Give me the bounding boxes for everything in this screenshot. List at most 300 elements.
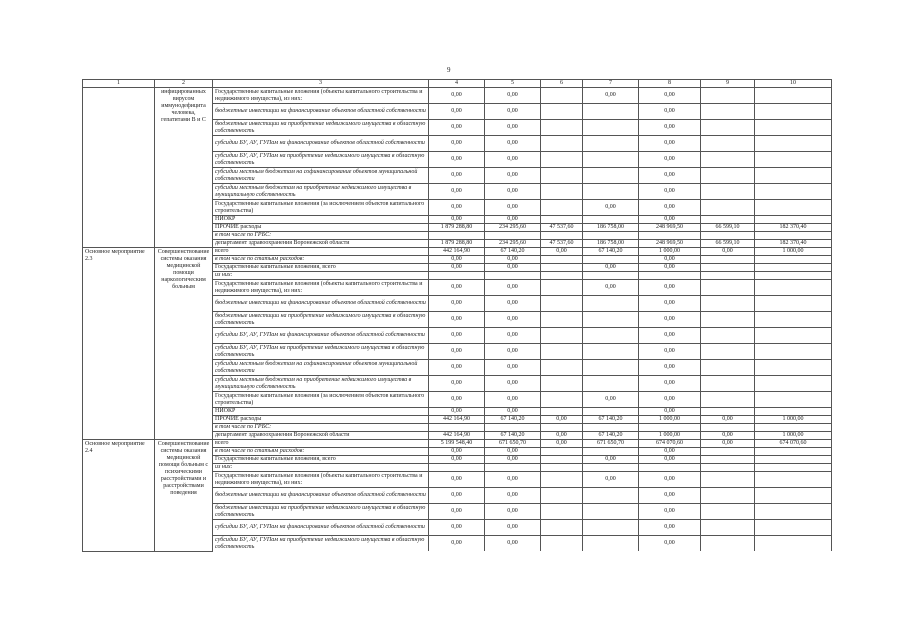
amount-cell bbox=[541, 104, 583, 120]
amount-cell bbox=[755, 424, 832, 432]
amount-cell: 0,00 bbox=[701, 432, 755, 440]
amount-cell bbox=[541, 264, 583, 272]
expense-item-cell: Государственные капитальные вложения (за исключением объектов капитального строительства) bbox=[213, 200, 429, 216]
amount-cell: 0,00 bbox=[639, 184, 701, 200]
amount-cell: 674 070,60 bbox=[755, 440, 832, 448]
expense-item-cell: бюджетные инвестиции на финансирование объектов областной собственности bbox=[213, 296, 429, 312]
amount-cell bbox=[755, 168, 832, 184]
amount-cell bbox=[541, 272, 583, 280]
amount-cell: 671 650,70 bbox=[583, 440, 639, 448]
activity-number-cell: Основное мероприятие 2.3 bbox=[83, 248, 155, 440]
amount-cell: 0,00 bbox=[639, 488, 701, 504]
amount-cell: 0,00 bbox=[583, 456, 639, 464]
amount-cell: 0,00 bbox=[485, 120, 541, 136]
amount-cell: 1 000,00 bbox=[755, 416, 832, 424]
amount-cell: 0,00 bbox=[541, 432, 583, 440]
amount-cell bbox=[701, 504, 755, 520]
expense-item-cell: ПРОЧИЕ расходы bbox=[213, 224, 429, 232]
amount-cell: 0,00 bbox=[485, 376, 541, 392]
amount-cell: 0,00 bbox=[485, 448, 541, 456]
expense-item-cell: бюджетные инвестиции на финансирование объектов областной собственности bbox=[213, 488, 429, 504]
amount-cell bbox=[583, 520, 639, 536]
amount-cell bbox=[485, 232, 541, 240]
amount-cell: 0,00 bbox=[485, 88, 541, 104]
amount-cell: 0,00 bbox=[639, 448, 701, 456]
amount-cell bbox=[583, 360, 639, 376]
amount-cell: 0,00 bbox=[639, 376, 701, 392]
activity-number-cell bbox=[83, 88, 155, 248]
amount-cell: 0,00 bbox=[639, 168, 701, 184]
expense-item-cell: в том числе по статьям расходов: bbox=[213, 448, 429, 456]
amount-cell: 0,00 bbox=[639, 296, 701, 312]
amount-cell: 186 758,00 bbox=[583, 240, 639, 248]
amount-cell bbox=[541, 360, 583, 376]
amount-cell: 0,00 bbox=[429, 328, 485, 344]
amount-cell bbox=[429, 424, 485, 432]
expense-item-cell: субсидии БУ, АУ, ГУПам на приобретение недвижимого имущества в областную собственность bbox=[213, 536, 429, 552]
amount-cell bbox=[755, 464, 832, 472]
amount-cell: 0,00 bbox=[639, 280, 701, 296]
amount-cell: 0,00 bbox=[429, 376, 485, 392]
amount-cell: 0,00 bbox=[639, 520, 701, 536]
amount-cell bbox=[755, 104, 832, 120]
expense-item-cell: из них: bbox=[213, 464, 429, 472]
amount-cell bbox=[755, 328, 832, 344]
amount-cell bbox=[541, 504, 583, 520]
amount-cell: 66 599,10 bbox=[701, 224, 755, 232]
amount-cell bbox=[583, 184, 639, 200]
amount-cell: 0,00 bbox=[485, 392, 541, 408]
amount-cell: 0,00 bbox=[583, 472, 639, 488]
amount-cell: 0,00 bbox=[429, 472, 485, 488]
amount-cell bbox=[755, 408, 832, 416]
amount-cell bbox=[541, 184, 583, 200]
amount-cell bbox=[583, 344, 639, 360]
amount-cell bbox=[541, 312, 583, 328]
amount-cell bbox=[485, 272, 541, 280]
amount-cell: 5 199 548,40 bbox=[429, 440, 485, 448]
amount-cell: 1 879 288,80 bbox=[429, 224, 485, 232]
amount-cell: 0,00 bbox=[485, 168, 541, 184]
expense-item-cell: всего bbox=[213, 248, 429, 256]
amount-cell bbox=[541, 456, 583, 464]
amount-cell: 671 650,70 bbox=[485, 440, 541, 448]
amount-cell bbox=[639, 272, 701, 280]
amount-cell bbox=[583, 296, 639, 312]
amount-cell: 442 164,90 bbox=[429, 432, 485, 440]
amount-cell: 0,00 bbox=[639, 328, 701, 344]
expense-item-cell: субсидии местным бюджетам на приобретение недвижимого имущества в муниципальную собственность bbox=[213, 376, 429, 392]
amount-cell bbox=[583, 464, 639, 472]
amount-cell bbox=[755, 392, 832, 408]
amount-cell: 0,00 bbox=[639, 456, 701, 464]
amount-cell bbox=[583, 232, 639, 240]
amount-cell bbox=[485, 464, 541, 472]
amount-cell: 674 070,60 bbox=[639, 440, 701, 448]
amount-cell bbox=[755, 272, 832, 280]
amount-cell bbox=[583, 168, 639, 184]
amount-cell bbox=[755, 344, 832, 360]
amount-cell: 0,00 bbox=[485, 520, 541, 536]
amount-cell bbox=[541, 392, 583, 408]
amount-cell: 0,00 bbox=[429, 168, 485, 184]
amount-cell: 0,00 bbox=[639, 344, 701, 360]
amount-cell: 0,00 bbox=[429, 216, 485, 224]
amount-cell bbox=[701, 216, 755, 224]
amount-cell: 0,00 bbox=[485, 488, 541, 504]
amount-cell: 0,00 bbox=[485, 328, 541, 344]
expense-item-cell: бюджетные инвестиции на приобретение недвижимого имущества в областную собственность bbox=[213, 120, 429, 136]
expense-item-cell: НИОКР bbox=[213, 408, 429, 416]
amount-cell: 442 164,90 bbox=[429, 248, 485, 256]
amount-cell bbox=[755, 256, 832, 264]
amount-cell: 0,00 bbox=[429, 488, 485, 504]
expense-item-cell: в том числе по ГРБС: bbox=[213, 232, 429, 240]
amount-cell: 0,00 bbox=[429, 120, 485, 136]
amount-cell: 0,00 bbox=[429, 152, 485, 168]
amount-cell bbox=[639, 424, 701, 432]
amount-cell bbox=[541, 168, 583, 184]
amount-cell bbox=[701, 168, 755, 184]
amount-cell bbox=[701, 200, 755, 216]
amount-cell bbox=[701, 264, 755, 272]
amount-cell bbox=[541, 88, 583, 104]
amount-cell bbox=[701, 232, 755, 240]
amount-cell: 1 000,00 bbox=[755, 248, 832, 256]
expense-item-cell: Государственные капитальные вложения (объекты капитального строительства и недвижимого имущества), из них: bbox=[213, 88, 429, 104]
amount-cell bbox=[755, 216, 832, 224]
amount-cell bbox=[701, 104, 755, 120]
page-number: 9 bbox=[447, 66, 451, 74]
expense-item-cell: бюджетные инвестиции на приобретение недвижимого имущества в областную собственность bbox=[213, 312, 429, 328]
amount-cell: 0,00 bbox=[429, 448, 485, 456]
amount-cell bbox=[583, 504, 639, 520]
expense-item-cell: Государственные капитальные вложения (объекты капитального строительства и недвижимого имущества), из них: bbox=[213, 472, 429, 488]
amount-cell bbox=[541, 328, 583, 344]
amount-cell: 0,00 bbox=[429, 520, 485, 536]
expense-item-cell: субсидии БУ, АУ, ГУПам на приобретение недвижимого имущества в областную собственность bbox=[213, 344, 429, 360]
column-number: 5 bbox=[485, 80, 541, 88]
amount-cell: 0,00 bbox=[429, 392, 485, 408]
expense-item-cell: в том числе по статьям расходов: bbox=[213, 256, 429, 264]
amount-cell bbox=[701, 280, 755, 296]
expense-item-cell: департамент здравоохранения Воронежской области bbox=[213, 240, 429, 248]
amount-cell: 0,00 bbox=[541, 440, 583, 448]
amount-cell: 0,00 bbox=[429, 504, 485, 520]
column-number: 1 bbox=[83, 80, 155, 88]
amount-cell bbox=[755, 504, 832, 520]
expense-item-cell: ПРОЧИЕ расходы bbox=[213, 416, 429, 424]
amount-cell bbox=[541, 520, 583, 536]
table-row bbox=[83, 440, 832, 448]
amount-cell bbox=[755, 264, 832, 272]
amount-cell bbox=[701, 424, 755, 432]
amount-cell bbox=[701, 256, 755, 264]
amount-cell bbox=[701, 152, 755, 168]
amount-cell: 182 370,40 bbox=[755, 224, 832, 232]
amount-cell: 0,00 bbox=[639, 88, 701, 104]
amount-cell bbox=[701, 344, 755, 360]
expense-item-cell: субсидии БУ, АУ, ГУПам на финансирование объектов областной собственности bbox=[213, 328, 429, 344]
amount-cell bbox=[755, 448, 832, 456]
amount-cell: 0,00 bbox=[485, 104, 541, 120]
amount-cell: 47 537,60 bbox=[541, 240, 583, 248]
amount-cell: 0,00 bbox=[429, 536, 485, 552]
budget-table bbox=[82, 79, 832, 552]
amount-cell bbox=[541, 448, 583, 456]
amount-cell bbox=[583, 152, 639, 168]
expense-item-cell: Государственные капитальные вложения (за исключением объектов капитального строительства) bbox=[213, 392, 429, 408]
amount-cell: 0,00 bbox=[429, 360, 485, 376]
amount-cell bbox=[701, 408, 755, 416]
amount-cell: 0,00 bbox=[429, 136, 485, 152]
activity-title-cell: Совершенствование системы оказания медицинской помощи наркологическим больным bbox=[155, 248, 213, 440]
amount-cell bbox=[701, 296, 755, 312]
amount-cell bbox=[541, 296, 583, 312]
amount-cell bbox=[755, 152, 832, 168]
amount-cell: 0,00 bbox=[429, 200, 485, 216]
amount-cell bbox=[701, 464, 755, 472]
amount-cell: 0,00 bbox=[639, 200, 701, 216]
amount-cell bbox=[701, 360, 755, 376]
amount-cell: 182 370,40 bbox=[755, 240, 832, 248]
amount-cell bbox=[583, 136, 639, 152]
amount-cell: 0,00 bbox=[639, 104, 701, 120]
table-row bbox=[83, 88, 832, 104]
amount-cell bbox=[755, 184, 832, 200]
expense-item-cell: департамент здравоохранения Воронежской области bbox=[213, 432, 429, 440]
activity-number-cell: Основное мероприятие 2.4 bbox=[83, 440, 155, 552]
amount-cell bbox=[583, 328, 639, 344]
column-number: 3 bbox=[213, 80, 429, 88]
amount-cell: 234 295,60 bbox=[485, 240, 541, 248]
column-number: 7 bbox=[583, 80, 639, 88]
column-number-row bbox=[83, 80, 832, 88]
amount-cell bbox=[583, 488, 639, 504]
amount-cell: 0,00 bbox=[639, 216, 701, 224]
amount-cell bbox=[583, 216, 639, 224]
amount-cell bbox=[701, 88, 755, 104]
amount-cell: 0,00 bbox=[485, 344, 541, 360]
amount-cell bbox=[583, 272, 639, 280]
amount-cell: 0,00 bbox=[429, 312, 485, 328]
expense-item-cell: всего bbox=[213, 440, 429, 448]
amount-cell bbox=[755, 232, 832, 240]
amount-cell: 0,00 bbox=[485, 280, 541, 296]
amount-cell bbox=[701, 536, 755, 552]
amount-cell: 0,00 bbox=[583, 88, 639, 104]
amount-cell bbox=[541, 536, 583, 552]
amount-cell bbox=[701, 392, 755, 408]
amount-cell bbox=[755, 136, 832, 152]
amount-cell bbox=[541, 216, 583, 224]
amount-cell: 1 000,00 bbox=[639, 248, 701, 256]
amount-cell: 0,00 bbox=[485, 152, 541, 168]
column-number: 8 bbox=[639, 80, 701, 88]
amount-cell: 0,00 bbox=[583, 280, 639, 296]
amount-cell bbox=[701, 488, 755, 504]
amount-cell: 0,00 bbox=[639, 536, 701, 552]
amount-cell: 0,00 bbox=[639, 504, 701, 520]
amount-cell: 0,00 bbox=[639, 256, 701, 264]
amount-cell bbox=[755, 200, 832, 216]
expense-item-cell: бюджетные инвестиции на финансирование объектов областной собственности bbox=[213, 104, 429, 120]
amount-cell bbox=[541, 232, 583, 240]
amount-cell bbox=[583, 104, 639, 120]
amount-cell: 0,00 bbox=[639, 136, 701, 152]
amount-cell: 66 599,10 bbox=[701, 240, 755, 248]
amount-cell: 0,00 bbox=[639, 120, 701, 136]
amount-cell bbox=[541, 120, 583, 136]
amount-cell bbox=[755, 120, 832, 136]
amount-cell bbox=[701, 456, 755, 464]
amount-cell: 0,00 bbox=[485, 456, 541, 464]
amount-cell: 1 000,00 bbox=[639, 416, 701, 424]
amount-cell bbox=[583, 408, 639, 416]
expense-item-cell: Государственные капитальные вложения, всего bbox=[213, 456, 429, 464]
amount-cell bbox=[541, 488, 583, 504]
amount-cell: 0,00 bbox=[485, 256, 541, 264]
expense-item-cell: субсидии местным бюджетам на софинансирование объектов муниципальной собственности bbox=[213, 360, 429, 376]
amount-cell bbox=[755, 472, 832, 488]
amount-cell bbox=[701, 520, 755, 536]
amount-cell: 0,00 bbox=[429, 104, 485, 120]
amount-cell: 0,00 bbox=[485, 408, 541, 416]
amount-cell: 67 140,20 bbox=[583, 432, 639, 440]
amount-cell: 0,00 bbox=[541, 416, 583, 424]
amount-cell bbox=[701, 472, 755, 488]
amount-cell: 0,00 bbox=[639, 152, 701, 168]
amount-cell: 0,00 bbox=[429, 456, 485, 464]
amount-cell bbox=[429, 464, 485, 472]
amount-cell bbox=[429, 272, 485, 280]
amount-cell bbox=[583, 424, 639, 432]
amount-cell: 248 969,50 bbox=[639, 224, 701, 232]
column-number: 10 bbox=[755, 80, 832, 88]
amount-cell bbox=[583, 120, 639, 136]
amount-cell bbox=[755, 360, 832, 376]
amount-cell bbox=[485, 424, 541, 432]
expense-item-cell: субсидии БУ, АУ, ГУПам на финансирование объектов областной собственности bbox=[213, 136, 429, 152]
amount-cell: 0,00 bbox=[701, 440, 755, 448]
amount-cell: 0,00 bbox=[639, 408, 701, 416]
amount-cell: 0,00 bbox=[485, 216, 541, 224]
amount-cell bbox=[701, 272, 755, 280]
amount-cell bbox=[701, 448, 755, 456]
amount-cell: 1 000,00 bbox=[755, 432, 832, 440]
amount-cell bbox=[701, 328, 755, 344]
amount-cell: 0,00 bbox=[485, 296, 541, 312]
amount-cell: 0,00 bbox=[583, 392, 639, 408]
amount-cell: 67 140,20 bbox=[583, 248, 639, 256]
amount-cell bbox=[541, 280, 583, 296]
amount-cell: 0,00 bbox=[639, 392, 701, 408]
expense-item-cell: субсидии БУ, АУ, ГУПам на приобретение недвижимого имущества в областную собственность bbox=[213, 152, 429, 168]
amount-cell: 0,00 bbox=[485, 184, 541, 200]
column-number: 9 bbox=[701, 80, 755, 88]
amount-cell: 67 140,20 bbox=[485, 416, 541, 424]
expense-item-cell: в том числе по ГРБС: bbox=[213, 424, 429, 432]
amount-cell bbox=[541, 424, 583, 432]
amount-cell bbox=[701, 184, 755, 200]
amount-cell bbox=[429, 232, 485, 240]
table-row bbox=[83, 248, 832, 256]
expense-item-cell: субсидии местным бюджетам на софинансирование объектов муниципальной собственности bbox=[213, 168, 429, 184]
amount-cell: 0,00 bbox=[639, 360, 701, 376]
amount-cell: 0,00 bbox=[429, 184, 485, 200]
amount-cell: 0,00 bbox=[485, 472, 541, 488]
amount-cell bbox=[755, 456, 832, 464]
activity-title-cell: инфицированных вирусом иммунодефицита человека, гепатитами В и С bbox=[155, 88, 213, 248]
amount-cell bbox=[541, 200, 583, 216]
amount-cell: 0,00 bbox=[701, 248, 755, 256]
amount-cell: 0,00 bbox=[639, 264, 701, 272]
amount-cell bbox=[755, 488, 832, 504]
amount-cell: 1 879 288,80 bbox=[429, 240, 485, 248]
amount-cell bbox=[583, 376, 639, 392]
amount-cell bbox=[541, 344, 583, 360]
amount-cell bbox=[541, 472, 583, 488]
activity-title-cell: Совершенствование системы оказания медицинской помощи больным с психическими расстройствами и расстройствами поведения bbox=[155, 440, 213, 552]
amount-cell: 0,00 bbox=[485, 312, 541, 328]
amount-cell: 0,00 bbox=[485, 200, 541, 216]
amount-cell: 0,00 bbox=[429, 88, 485, 104]
expense-item-cell: НИОКР bbox=[213, 216, 429, 224]
amount-cell: 0,00 bbox=[429, 264, 485, 272]
amount-cell: 0,00 bbox=[701, 416, 755, 424]
amount-cell: 0,00 bbox=[429, 408, 485, 416]
amount-cell bbox=[755, 296, 832, 312]
amount-cell: 442 164,90 bbox=[429, 416, 485, 424]
amount-cell bbox=[701, 136, 755, 152]
amount-cell: 67 140,20 bbox=[485, 432, 541, 440]
amount-cell: 0,00 bbox=[583, 264, 639, 272]
amount-cell bbox=[583, 312, 639, 328]
amount-cell: 234 295,60 bbox=[485, 224, 541, 232]
amount-cell bbox=[541, 408, 583, 416]
amount-cell bbox=[639, 464, 701, 472]
amount-cell bbox=[701, 376, 755, 392]
amount-cell: 47 537,60 bbox=[541, 224, 583, 232]
expense-item-cell: Государственные капитальные вложения, всего bbox=[213, 264, 429, 272]
amount-cell bbox=[541, 136, 583, 152]
amount-cell: 0,00 bbox=[583, 200, 639, 216]
amount-cell: 0,00 bbox=[485, 536, 541, 552]
amount-cell: 67 140,20 bbox=[583, 416, 639, 424]
amount-cell bbox=[755, 376, 832, 392]
column-number: 4 bbox=[429, 80, 485, 88]
amount-cell: 0,00 bbox=[639, 472, 701, 488]
column-number: 6 bbox=[541, 80, 583, 88]
amount-cell: 0,00 bbox=[541, 248, 583, 256]
amount-cell bbox=[755, 520, 832, 536]
amount-cell bbox=[639, 232, 701, 240]
amount-cell bbox=[755, 536, 832, 552]
amount-cell bbox=[541, 376, 583, 392]
expense-item-cell: бюджетные инвестиции на приобретение недвижимого имущества в областную собственность bbox=[213, 504, 429, 520]
amount-cell bbox=[583, 256, 639, 264]
amount-cell: 0,00 bbox=[429, 344, 485, 360]
amount-cell bbox=[755, 312, 832, 328]
amount-cell: 1 000,00 bbox=[639, 432, 701, 440]
amount-cell: 186 758,00 bbox=[583, 224, 639, 232]
amount-cell: 0,00 bbox=[485, 360, 541, 376]
amount-cell: 0,00 bbox=[485, 264, 541, 272]
column-number: 2 bbox=[155, 80, 213, 88]
amount-cell: 0,00 bbox=[485, 136, 541, 152]
amount-cell: 0,00 bbox=[485, 504, 541, 520]
amount-cell: 248 969,50 bbox=[639, 240, 701, 248]
